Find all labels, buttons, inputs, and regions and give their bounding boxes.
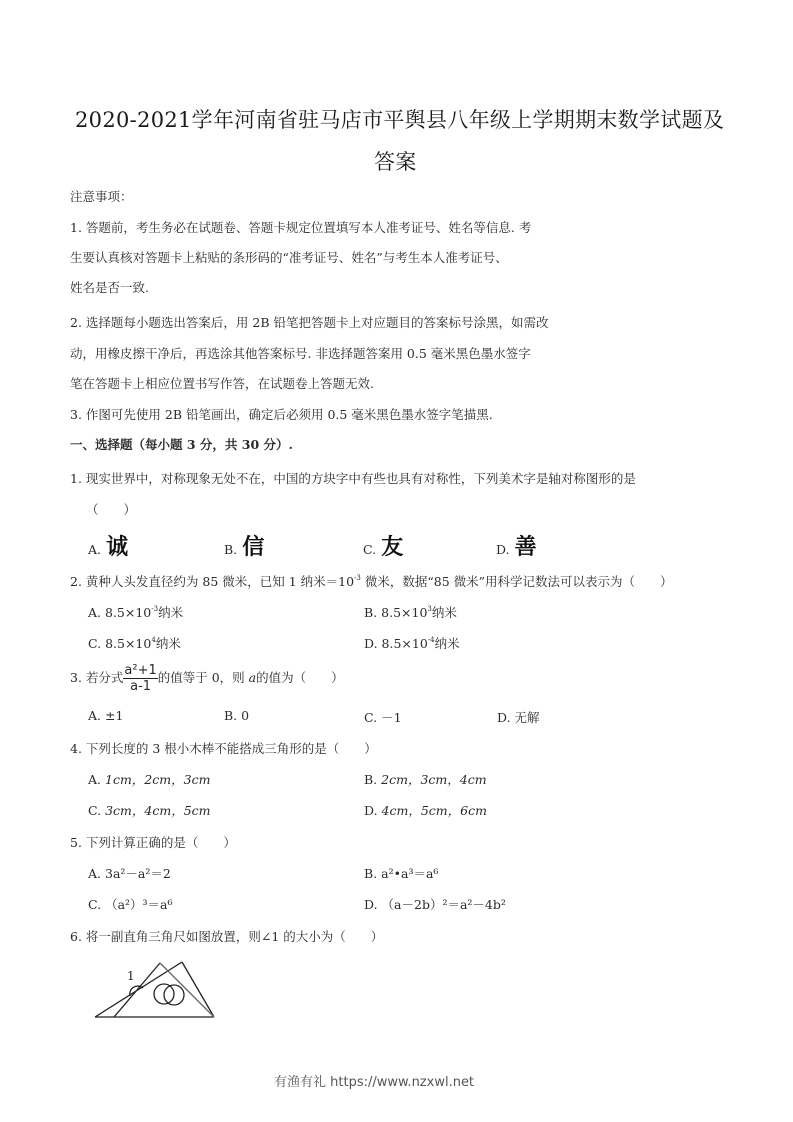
option-label: A. [88, 866, 102, 881]
exponent: -3 [354, 574, 361, 582]
option-text: 3cm，4cm，5cm [105, 803, 211, 818]
question-4-option-c [88, 801, 211, 819]
option-text: －1 [381, 710, 402, 725]
notice-line: 3. 作图可先使用 2B 铅笔画出，确定后必须用 0.5 毫米黑色墨水签字笔描黑. [70, 407, 493, 422]
question-2-stem [70, 572, 673, 590]
option-unit: 纳米 [158, 605, 184, 620]
option-base: 8.5×10 [381, 636, 428, 651]
question-1-option-b [224, 530, 264, 561]
option-label: B. [224, 708, 238, 723]
notice-line: 姓名是否一致. [70, 280, 149, 295]
question-4-stem: 4. 下列长度的 3 根小木棒不能搭成三角形的是（ ） [70, 741, 377, 756]
exponent: 4 [151, 636, 156, 644]
option-char: 友 [381, 535, 404, 560]
option-label: C. [88, 803, 102, 818]
notice-line: 动，用橡皮擦干净后，再选涂其他答案标号. 非选择题答案用 0.5 毫米黑色墨水签字 [70, 346, 531, 361]
option-text: 2cm，3cm，4cm [381, 772, 487, 787]
notice-line: 1. 答题前，考生务必在试题卷、答题卡规定位置填写本人准考证号、姓名等信息. 考 [70, 220, 532, 235]
question-5-option-c [88, 895, 173, 913]
question-4-option-d [364, 801, 487, 819]
option-char: 诚 [106, 535, 129, 560]
fraction-denominator: a-1 [130, 679, 152, 694]
question-6-stem: 6. 将一副直角三角尺如图放置，则∠1 的大小为（ ） [70, 929, 384, 944]
question-1-option-d [496, 530, 537, 561]
option-label: A. [88, 708, 102, 723]
question-3-option-c [364, 708, 402, 726]
option-text: 1cm，2cm，3cm [105, 772, 211, 787]
exponent: -4 [427, 636, 435, 644]
question-2-option-d [364, 634, 460, 652]
fraction [123, 663, 157, 694]
option-text: （a²）³＝a⁶ [105, 897, 173, 912]
footer-watermark: 有渔有礼 https://www.nzxwl.net [274, 1075, 475, 1090]
option-base: 8.5×10 [381, 605, 428, 620]
section-heading: 一、选择题（每小题 3 分，共 30 分）. [70, 437, 293, 452]
document-title-line1: 2020-2021学年河南省驻马店市平舆县八年级上学期期末数学试题及 [75, 108, 725, 132]
notice-line: 笔在答题卡上相应位置书写作答，在试题卷上答题无效. [70, 376, 374, 391]
option-label: D. [364, 897, 378, 912]
question-1-option-a [88, 530, 128, 561]
question-2-option-a [88, 603, 183, 621]
exponent: -3 [151, 605, 159, 613]
option-unit: 纳米 [155, 636, 181, 651]
option-char: 信 [242, 535, 265, 560]
question-5-option-d [364, 895, 506, 913]
triangle-side [95, 962, 182, 1017]
question-4-option-a [88, 770, 210, 788]
option-label: C. [363, 542, 377, 557]
option-text: ±1 [105, 708, 124, 723]
triangle-side [114, 963, 160, 1017]
question-5-stem: 5. 下列计算正确的是（ ） [70, 835, 236, 850]
option-label: D. [364, 636, 378, 651]
question-1-option-c [363, 530, 403, 561]
option-text: 0 [241, 708, 250, 723]
question-3-option-a [88, 708, 123, 723]
notice-heading: 注意事项： [70, 189, 133, 204]
question-5-option-a [88, 864, 171, 882]
triangle-rulers-figure [85, 955, 225, 1025]
exponent: 3 [427, 605, 432, 613]
option-base: 8.5×10 [105, 605, 152, 620]
option-text: 4cm，5cm，6cm [381, 803, 487, 818]
option-label: C. [88, 897, 102, 912]
option-unit: 纳米 [431, 605, 457, 620]
stem-text: 的值等于 0，则 [157, 670, 249, 685]
option-label: C. [88, 636, 102, 651]
question-2-option-b [364, 603, 457, 621]
option-label: C. [364, 710, 378, 725]
stem-text: 的值为（ ） [256, 670, 344, 685]
option-base: 8.5×10 [105, 636, 152, 651]
question-1-stem: 1. 现实世界中，对称现象无处不在，中国的方块字中有些也具有对称性，下列美术字是轴对称图形的是 [70, 471, 636, 486]
option-text: （a－2b）²＝a²－4b² [381, 897, 506, 912]
question-1-paren: （ ） [86, 502, 137, 517]
option-text: a²•a³＝a⁶ [381, 866, 439, 881]
option-text: 3a²－a²＝2 [105, 866, 171, 881]
question-3-stem [70, 663, 344, 694]
option-label: B. [364, 605, 378, 620]
question-2-option-c [88, 634, 181, 652]
option-label: D. [497, 710, 511, 725]
stem-text: 微米，数据“85 微米”用科学记数法可以表示为（ ） [360, 574, 673, 589]
stem-text: 3. 若分式 [70, 670, 124, 685]
option-text: 无解 [514, 710, 540, 725]
document-title-line2: 答案 [374, 150, 417, 174]
fraction-numerator: a²+1 [124, 663, 157, 678]
question-4-option-b [364, 770, 487, 788]
variable: a [248, 670, 257, 685]
angle-label: 1 [127, 969, 135, 983]
option-label: D. [364, 803, 378, 818]
option-label: B. [224, 542, 238, 557]
question-3-option-b [224, 708, 249, 723]
notice-line: 生要认真核对答题卡上粘贴的条形码的“准考证号、姓名”与考生本人准考证号、 [70, 250, 508, 265]
stem-text: 2. 黄种人头发直径约为 85 微米，已知 1 纳米＝10 [70, 574, 355, 589]
option-label: A. [88, 772, 102, 787]
option-label: B. [364, 866, 378, 881]
question-3-option-d [497, 708, 540, 726]
option-unit: 纳米 [434, 636, 460, 651]
option-label: D. [496, 542, 510, 557]
option-label: A. [88, 605, 102, 620]
option-char: 善 [514, 535, 537, 560]
option-label: A. [88, 542, 102, 557]
notice-line: 2. 选择题每小题选出答案后，用 2B 铅笔把答题卡上对应题目的答案标号涂黑，如需改 [70, 315, 549, 330]
question-5-option-b [364, 864, 438, 882]
option-label: B. [364, 772, 378, 787]
